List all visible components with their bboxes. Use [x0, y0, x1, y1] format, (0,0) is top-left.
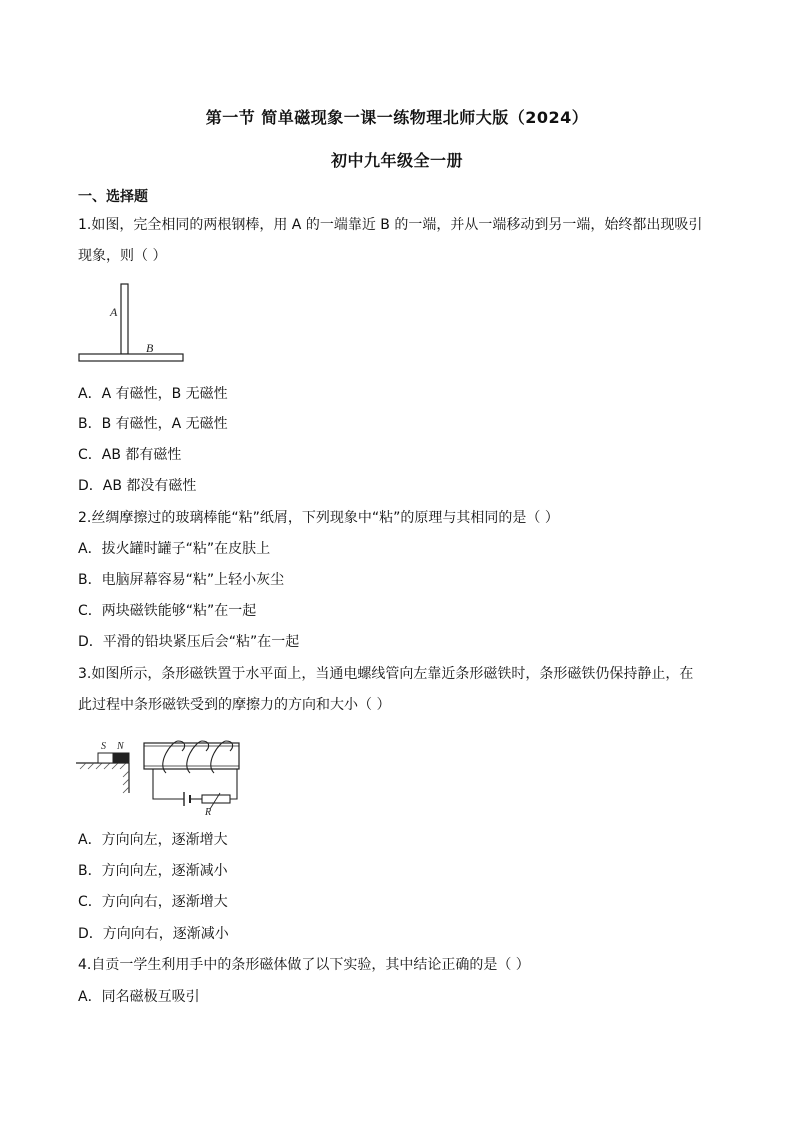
label-b: B: [146, 341, 154, 355]
solenoid-core: [144, 743, 239, 769]
q1-option-b: B．B 有磁性，A 无磁性: [78, 416, 228, 432]
section-heading: 一、选择题: [78, 189, 148, 205]
magnet-n-pole: [113, 753, 129, 763]
document-subtitle: 初中九年级全一册: [330, 151, 463, 170]
q1-option-a: A．A 有磁性，B 无磁性: [78, 386, 228, 402]
q3-figure-magnet-solenoid: [74, 733, 250, 817]
q2-option-c: C．两块磁铁能够“粘”在一起: [78, 603, 257, 619]
q3-option-a: A．方向向左，逐渐增大: [78, 832, 228, 848]
label-a: A: [110, 305, 118, 319]
q1-stem-line-2: 现象，则（ ）: [78, 248, 167, 264]
q4-stem: 4.自贡一学生利用手中的条形磁体做了以下实验，其中结论正确的是（ ）: [78, 957, 530, 973]
q3-option-c: C．方向向右，逐渐增大: [78, 894, 228, 910]
rod-a: [121, 284, 128, 354]
label-n: N: [117, 741, 124, 752]
q3-stem-line-1: 3.如图所示，条形磁铁置于水平面上，当通电螺线管向左靠近条形磁铁时，条形磁铁仍保持静止，在: [78, 666, 694, 682]
q2-option-d: D．平滑的铅块紧压后会“粘”在一起: [78, 634, 300, 650]
q3-stem-line-2: 此过程中条形磁铁受到的摩擦力的方向和大小（ ）: [78, 697, 391, 713]
q2-option-a: A．拔火罐时罐子“粘”在皮肤上: [78, 541, 271, 557]
document-title: 第一节 简单磁现象一课一练物理北师大版（2024）: [205, 108, 589, 127]
q3-option-d: D．方向向右，逐渐减小: [78, 926, 229, 942]
q1-option-c: C．AB 都有磁性: [78, 447, 182, 463]
magnet-s-pole: [98, 753, 113, 763]
q2-stem: 2.丝绸摩擦过的玻璃棒能“粘”纸屑，下列现象中“粘”的原理与其相同的是（ ）: [78, 510, 559, 526]
q2-option-b: B．电脑屏幕容易“粘”上轻小灰尘: [78, 572, 285, 588]
q1-option-d: D．AB 都没有磁性: [78, 478, 197, 494]
label-r: R: [205, 807, 212, 817]
q1-stem-line-1: 1.如图，完全相同的两根钢棒，用 A 的一端靠近 B 的一端，并从一端移动到另一端，始终都出现吸引: [78, 217, 703, 233]
q4-option-a: A．同名磁极互吸引: [78, 989, 200, 1005]
label-s: S: [101, 741, 106, 752]
rod-b: [79, 354, 183, 361]
q3-option-b: B．方向向左，逐渐减小: [78, 863, 228, 879]
battery-icon: [184, 792, 190, 806]
q1-figure-steel-rods: [76, 282, 186, 368]
